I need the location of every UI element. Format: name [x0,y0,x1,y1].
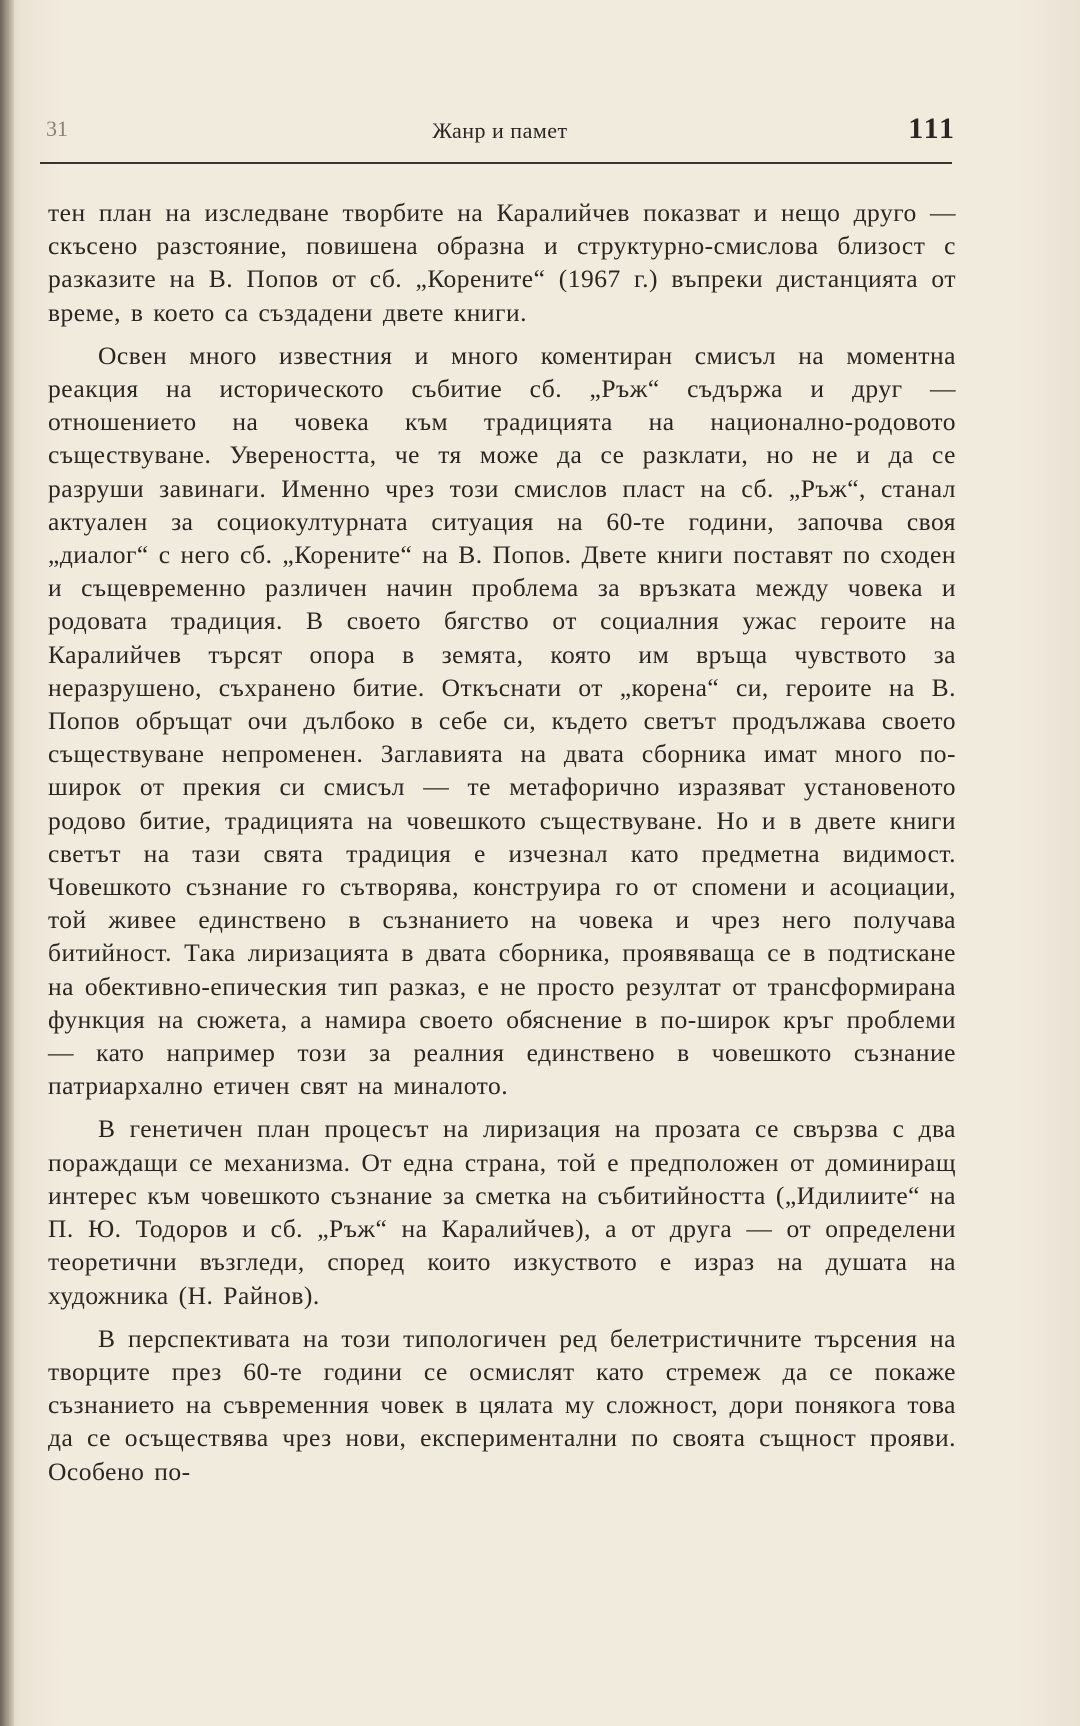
page-header [40,112,960,156]
paragraph: В перспективата на този типологичен ред белетристичните търсения на творците през 60-те години се осмислят като стремеж да се покаже съзнанието на съвременния човек в цялата му сложност, дори понякога това да се осъществява чрез нови, експериментални по своята същност прояви. Особено по- [48,1323,956,1486]
book-spine-edge [0,0,14,1726]
body-text [48,196,956,1498]
bleed-through-page-number: 31 [46,116,68,141]
paragraph: тен план на изследване творбите на Каралийчев показват и нещо друго — скъсено разстояние, повишена образна и структурно-смислова близост с разказите на В. Попов от сб. „Корените“ (1967 г.) въпреки дистанцията от време, в което са създадени двете книги. [48,198,956,327]
paragraph: В генетичен план процесът на лиризация на прозата се свързва с два пораждащи се механизма. От една страна, той е предположен от доминиращ интерес към човешкото съзнание за сметка на събитийността („Идилиите“ на П. Ю. Тодоров и сб. „Ръж“ на Каралийчев), а от друга — от определени теоретични възгледи, според които изкуството е израз на душата на художника (Н. Райнов). [48,1114,956,1310]
header-rule [40,162,952,164]
running-title: Жанр и памет [432,118,568,143]
page-number: 111 [908,112,956,145]
paragraph: Освен много известния и много коментиран смисъл на моментна реакция на историческото събитие сб. „Ръж“ съдържа и друг — отношението на човека към традицията на национално-родовото съществуване. Увереността, че тя може да се разклати, но не и да се разруши завинаги. Именно чрез този смислов пласт на сб. „Ръж“, станал актуален за социокултурната ситуация на 60-те години, започва своя „диалог“ с него сб. „Корените“ на В. Попов. Двете книги поставят по сходен и същевременно различен начин проблема за връзката между човека и родовата традиция. В своето бягство от социалния ужас героите на Каралийчев търсят опора в земята, която им връща чувството за неразрушено, съхранено битие. Откъснати от „корена“ си, героите на В. Попов обръщат очи дълбоко в себе си, където светът продължава своето съществуване непроменен. Заглавията на двата сборника имат много по-широк от прекия си смисъл — те метафорично изразяват установеното родово битие, традицията на човешкото съществуване. Но и в двете книги светът на тази свята традиция е изчезнал като предметна видимост. Човешкото съзнание го сътворява, конструира го от спомени и асоциации, той живее единствено в съзнанието на човека и чрез него получава битийност. Така лиризацията в двата сборника, проявяваща се в подтискане на обективно-епическия тип разказ, е не просто резултат от трансформирана функция на сюжета, а намира своето обяснение в по-широк кръг проблеми — като например този за реалния единствено в човешкото съзнание патриархално етичен свят на миналото. [48,340,956,1101]
